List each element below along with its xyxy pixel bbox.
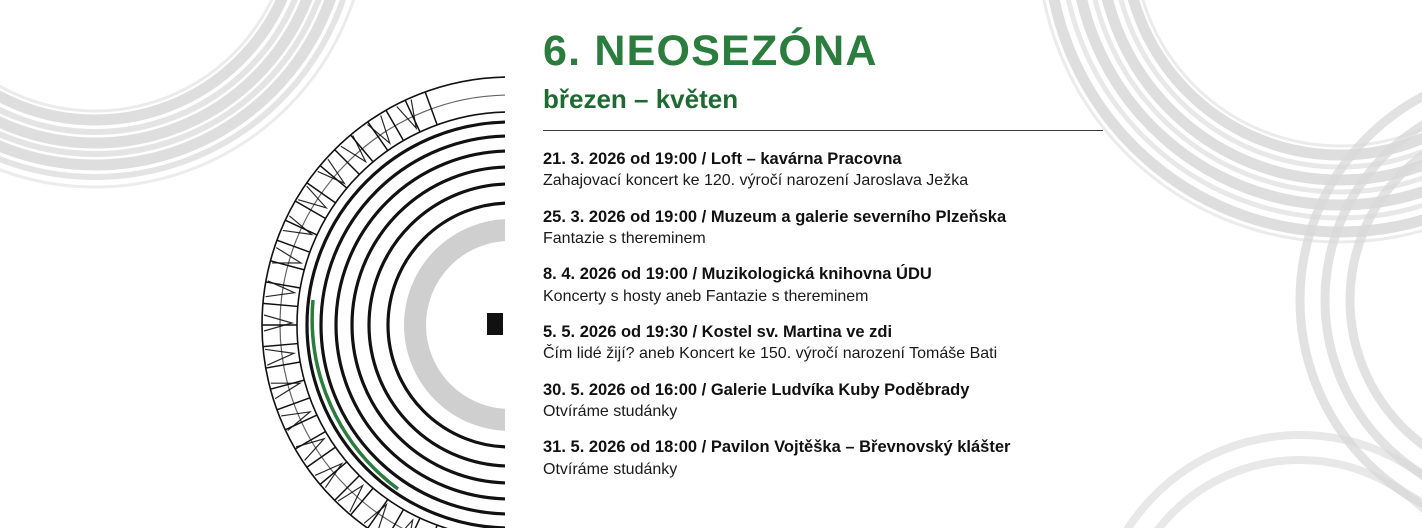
event-heading: 30. 5. 2026 od 16:00 / Galerie Ludvíka Kuby Poděbrady [543, 380, 970, 399]
page-title: 6. NEOSEZÓNA [543, 27, 878, 75]
list-item [543, 206, 1143, 251]
list-item [543, 321, 1143, 366]
event-description: Fantazie s thereminem [543, 229, 706, 247]
poster-content [543, 0, 1143, 528]
event-description: Otvíráme studánky [543, 460, 678, 478]
event-heading: 21. 3. 2026 od 19:00 / Loft – kavárna Pracovna [543, 150, 902, 168]
list-item [543, 379, 1143, 424]
event-description: Zahajovací koncert ke 120. výročí narození Jaroslava Ježka [543, 172, 969, 190]
list-item [543, 436, 1143, 481]
emblem-graphic [0, 0, 505, 528]
list-item [543, 148, 1143, 193]
event-list [543, 148, 1143, 494]
spacer-column [505, 0, 543, 528]
event-heading: 31. 5. 2026 od 18:00 / Pavilon Vojtěška – Břevnovský klášter [543, 438, 1011, 457]
event-description: Koncerty s hosty aneb Fantazie s thereminem [543, 287, 869, 305]
event-heading: 5. 5. 2026 od 19:30 / Kostel sv. Martina ve zdi [543, 322, 893, 341]
event-description: Otvíráme studánky [543, 402, 678, 420]
page-subtitle: březen – květen [543, 84, 739, 114]
event-description: Čím lidé žijí? aneb Koncert ke 150. výročí narození Tomáše Bati [543, 345, 998, 363]
title-divider [543, 130, 1103, 131]
event-heading: 8. 4. 2026 od 19:00 / Muzikologická knihovna ÚDU [543, 265, 932, 284]
list-item [543, 263, 1143, 308]
event-heading: 25. 3. 2026 od 19:00 / Muzeum a galerie severního Plzeňska [543, 207, 1007, 226]
